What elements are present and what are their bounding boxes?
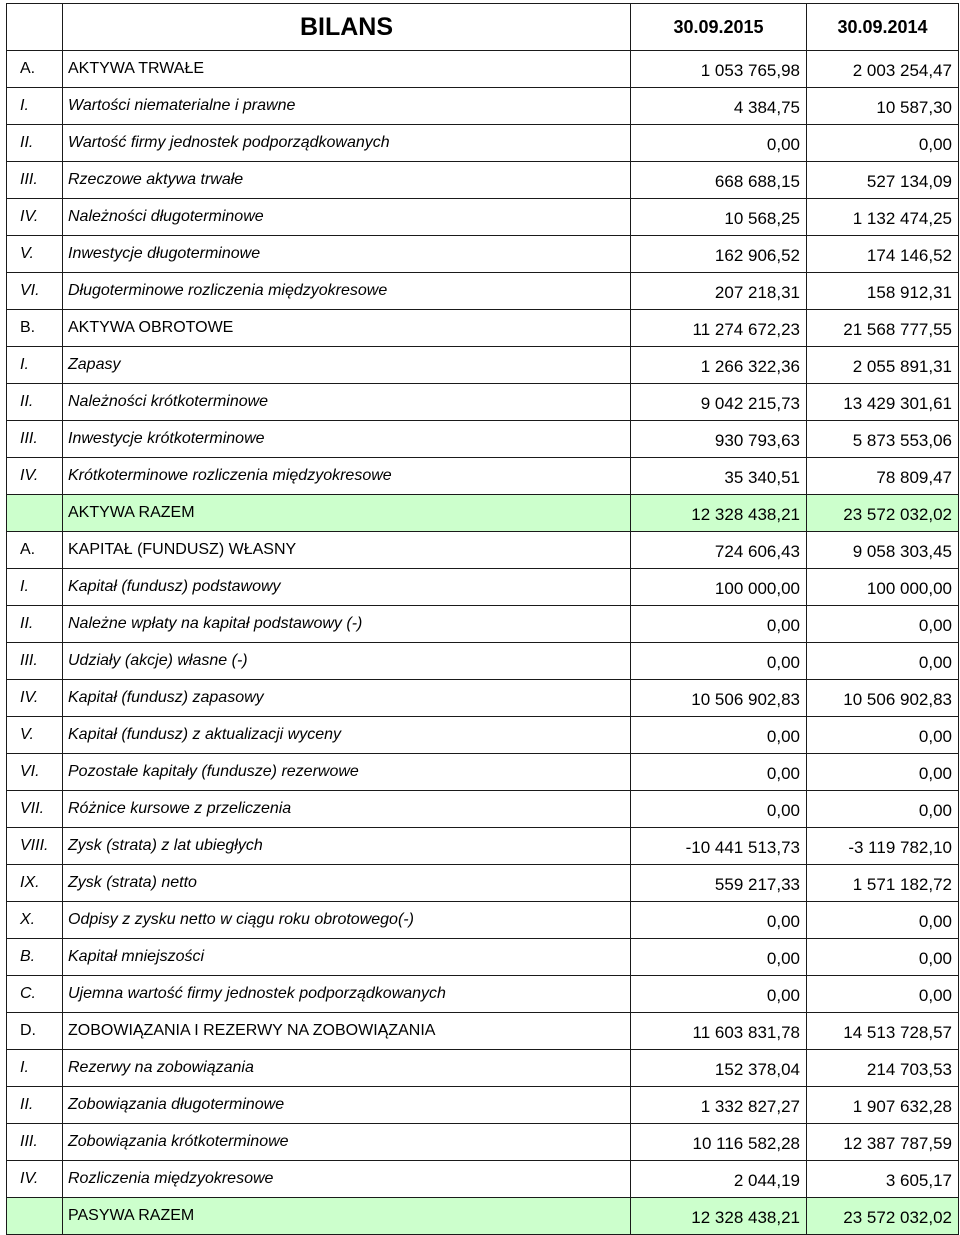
row-value-2015: 162 906,52: [631, 236, 807, 273]
row-number: VII.: [7, 791, 63, 828]
table-row: [7, 162, 959, 199]
row-label: Odpisy z zysku netto w ciągu roku obrotowego(-): [63, 902, 631, 939]
row-number: III.: [7, 1124, 63, 1161]
row-value-2015: 0,00: [631, 717, 807, 754]
row-number: VI.: [7, 754, 63, 791]
row-value-2015: 9 042 215,73: [631, 384, 807, 421]
row-value-2014: 5 873 553,06: [807, 421, 959, 458]
table-row: [7, 51, 959, 88]
row-value-2015: 559 217,33: [631, 865, 807, 902]
table-row: [7, 1124, 959, 1161]
table-row: [7, 236, 959, 273]
row-value-2015: 0,00: [631, 643, 807, 680]
row-number: VIII.: [7, 828, 63, 865]
row-value-2015: -10 441 513,73: [631, 828, 807, 865]
row-value-2015: 12 328 438,21: [631, 1198, 807, 1235]
row-value-2015: 0,00: [631, 125, 807, 162]
row-value-2014: 78 809,47: [807, 458, 959, 495]
row-number: V.: [7, 717, 63, 754]
table-row: [7, 828, 959, 865]
row-number: [7, 1198, 63, 1235]
row-value-2014: 2 003 254,47: [807, 51, 959, 88]
row-value-2014: 100 000,00: [807, 569, 959, 606]
row-value-2014: 14 513 728,57: [807, 1013, 959, 1050]
table-row: [7, 384, 959, 421]
table-row: [7, 865, 959, 902]
row-number: I.: [7, 88, 63, 125]
row-number: A.: [7, 532, 63, 569]
row-value-2014: 10 506 902,83: [807, 680, 959, 717]
row-value-2015: 0,00: [631, 606, 807, 643]
row-label: Kapitał (fundusz) podstawowy: [63, 569, 631, 606]
table-row: [7, 199, 959, 236]
row-label: PASYWA RAZEM: [63, 1198, 631, 1235]
row-number: I.: [7, 569, 63, 606]
row-label: Kapitał (fundusz) zapasowy: [63, 680, 631, 717]
row-number: III.: [7, 162, 63, 199]
row-value-2014: 21 568 777,55: [807, 310, 959, 347]
row-value-2014: 0,00: [807, 125, 959, 162]
row-value-2015: 0,00: [631, 902, 807, 939]
table-row: [7, 717, 959, 754]
row-label: Różnice kursowe z przeliczenia: [63, 791, 631, 828]
row-number: I.: [7, 347, 63, 384]
table-row: [7, 125, 959, 162]
row-label: KAPITAŁ (FUNDUSZ) WŁASNY: [63, 532, 631, 569]
table-row: [7, 754, 959, 791]
table-row: [7, 347, 959, 384]
row-value-2015: 668 688,15: [631, 162, 807, 199]
row-value-2015: 1 332 827,27: [631, 1087, 807, 1124]
row-value-2014: 0,00: [807, 643, 959, 680]
row-number: IV.: [7, 458, 63, 495]
row-value-2015: 10 506 902,83: [631, 680, 807, 717]
row-label: Udziały (akcje) własne (-): [63, 643, 631, 680]
table-row: [7, 1161, 959, 1198]
row-value-2015: 10 568,25: [631, 199, 807, 236]
row-value-2014: 174 146,52: [807, 236, 959, 273]
row-number: C.: [7, 976, 63, 1013]
row-label: AKTYWA TRWAŁE: [63, 51, 631, 88]
row-value-2014: 23 572 032,02: [807, 495, 959, 532]
row-number: B.: [7, 939, 63, 976]
row-label: Pozostałe kapitały (fundusze) rezerwowe: [63, 754, 631, 791]
row-label: Krótkoterminowe rozliczenia międzyokresowe: [63, 458, 631, 495]
row-label: AKTYWA OBROTOWE: [63, 310, 631, 347]
row-value-2015: 11 603 831,78: [631, 1013, 807, 1050]
page-title: BILANS: [63, 4, 631, 51]
row-label: Należności krótkoterminowe: [63, 384, 631, 421]
row-number: II.: [7, 384, 63, 421]
row-number: V.: [7, 236, 63, 273]
row-value-2014: 0,00: [807, 717, 959, 754]
row-label: Inwestycje krótkoterminowe: [63, 421, 631, 458]
row-number: B.: [7, 310, 63, 347]
row-value-2015: 0,00: [631, 976, 807, 1013]
table-row: [7, 643, 959, 680]
row-number: II.: [7, 1087, 63, 1124]
table-row: [7, 902, 959, 939]
row-value-2015: 724 606,43: [631, 532, 807, 569]
row-value-2014: 0,00: [807, 791, 959, 828]
row-value-2015: 930 793,63: [631, 421, 807, 458]
row-label: ZOBOWIĄZANIA I REZERWY NA ZOBOWIĄZANIA: [63, 1013, 631, 1050]
row-number: VI.: [7, 273, 63, 310]
table-row: [7, 1013, 959, 1050]
row-value-2015: 0,00: [631, 939, 807, 976]
table-row: [7, 88, 959, 125]
table-row: [7, 569, 959, 606]
row-number: IX.: [7, 865, 63, 902]
row-value-2014: 12 387 787,59: [807, 1124, 959, 1161]
row-number: IV.: [7, 1161, 63, 1198]
header-row: [7, 4, 959, 51]
table-row: [7, 1198, 959, 1235]
row-number: II.: [7, 125, 63, 162]
table-row: [7, 680, 959, 717]
row-value-2014: 214 703,53: [807, 1050, 959, 1087]
row-label: Zobowiązania krótkoterminowe: [63, 1124, 631, 1161]
row-value-2015: 35 340,51: [631, 458, 807, 495]
row-label: AKTYWA RAZEM: [63, 495, 631, 532]
row-number: A.: [7, 51, 63, 88]
row-value-2014: 9 058 303,45: [807, 532, 959, 569]
row-number: II.: [7, 606, 63, 643]
row-label: Ujemna wartość firmy jednostek podporządkowanych: [63, 976, 631, 1013]
table-row: [7, 976, 959, 1013]
row-value-2015: 0,00: [631, 791, 807, 828]
row-label: Zysk (strata) z lat ubiegłych: [63, 828, 631, 865]
table-row: [7, 791, 959, 828]
row-value-2015: 2 044,19: [631, 1161, 807, 1198]
row-value-2015: 152 378,04: [631, 1050, 807, 1087]
row-value-2015: 12 328 438,21: [631, 495, 807, 532]
row-label: Rezerwy na zobowiązania: [63, 1050, 631, 1087]
row-value-2014: 0,00: [807, 754, 959, 791]
header-date-2014: 30.09.2014: [807, 4, 959, 51]
row-label: Kapitał mniejszości: [63, 939, 631, 976]
table-row: [7, 310, 959, 347]
row-number: I.: [7, 1050, 63, 1087]
row-value-2014: 1 571 182,72: [807, 865, 959, 902]
row-label: Wartość firmy jednostek podporządkowanych: [63, 125, 631, 162]
row-value-2014: 158 912,31: [807, 273, 959, 310]
table-row: [7, 421, 959, 458]
row-label: Długoterminowe rozliczenia międzyokresowe: [63, 273, 631, 310]
row-number: [7, 495, 63, 532]
balance-sheet-table: [6, 3, 959, 1235]
row-value-2014: 1 907 632,28: [807, 1087, 959, 1124]
row-label: Rozliczenia międzyokresowe: [63, 1161, 631, 1198]
row-label: Kapitał (fundusz) z aktualizacji wyceny: [63, 717, 631, 754]
row-value-2015: 11 274 672,23: [631, 310, 807, 347]
table-row: [7, 495, 959, 532]
table-row: [7, 1087, 959, 1124]
table-row: [7, 1050, 959, 1087]
row-value-2014: -3 119 782,10: [807, 828, 959, 865]
row-value-2015: 207 218,31: [631, 273, 807, 310]
row-value-2014: 0,00: [807, 902, 959, 939]
row-value-2014: 527 134,09: [807, 162, 959, 199]
row-value-2014: 0,00: [807, 976, 959, 1013]
row-number: D.: [7, 1013, 63, 1050]
row-label: Zysk (strata) netto: [63, 865, 631, 902]
row-number: IV.: [7, 680, 63, 717]
header-blank: [7, 4, 63, 51]
row-value-2014: 0,00: [807, 939, 959, 976]
table-row: [7, 273, 959, 310]
row-label: Należności długoterminowe: [63, 199, 631, 236]
row-value-2015: 100 000,00: [631, 569, 807, 606]
row-value-2014: 3 605,17: [807, 1161, 959, 1198]
row-value-2014: 10 587,30: [807, 88, 959, 125]
row-number: IV.: [7, 199, 63, 236]
row-label: Wartości niematerialne i prawne: [63, 88, 631, 125]
row-value-2014: 1 132 474,25: [807, 199, 959, 236]
row-value-2015: 1 053 765,98: [631, 51, 807, 88]
table-row: [7, 606, 959, 643]
row-number: III.: [7, 421, 63, 458]
row-value-2015: 0,00: [631, 754, 807, 791]
table-row: [7, 939, 959, 976]
row-value-2014: 13 429 301,61: [807, 384, 959, 421]
table-row: [7, 532, 959, 569]
row-label: Inwestycje długoterminowe: [63, 236, 631, 273]
row-value-2015: 1 266 322,36: [631, 347, 807, 384]
row-label: Należne wpłaty na kapitał podstawowy (-): [63, 606, 631, 643]
row-label: Zobowiązania długoterminowe: [63, 1087, 631, 1124]
row-value-2015: 10 116 582,28: [631, 1124, 807, 1161]
row-value-2014: 23 572 032,02: [807, 1198, 959, 1235]
row-number: X.: [7, 902, 63, 939]
row-value-2014: 0,00: [807, 606, 959, 643]
row-number: III.: [7, 643, 63, 680]
row-label: Rzeczowe aktywa trwałe: [63, 162, 631, 199]
row-value-2014: 2 055 891,31: [807, 347, 959, 384]
row-label: Zapasy: [63, 347, 631, 384]
row-value-2015: 4 384,75: [631, 88, 807, 125]
header-date-2015: 30.09.2015: [631, 4, 807, 51]
table-row: [7, 458, 959, 495]
